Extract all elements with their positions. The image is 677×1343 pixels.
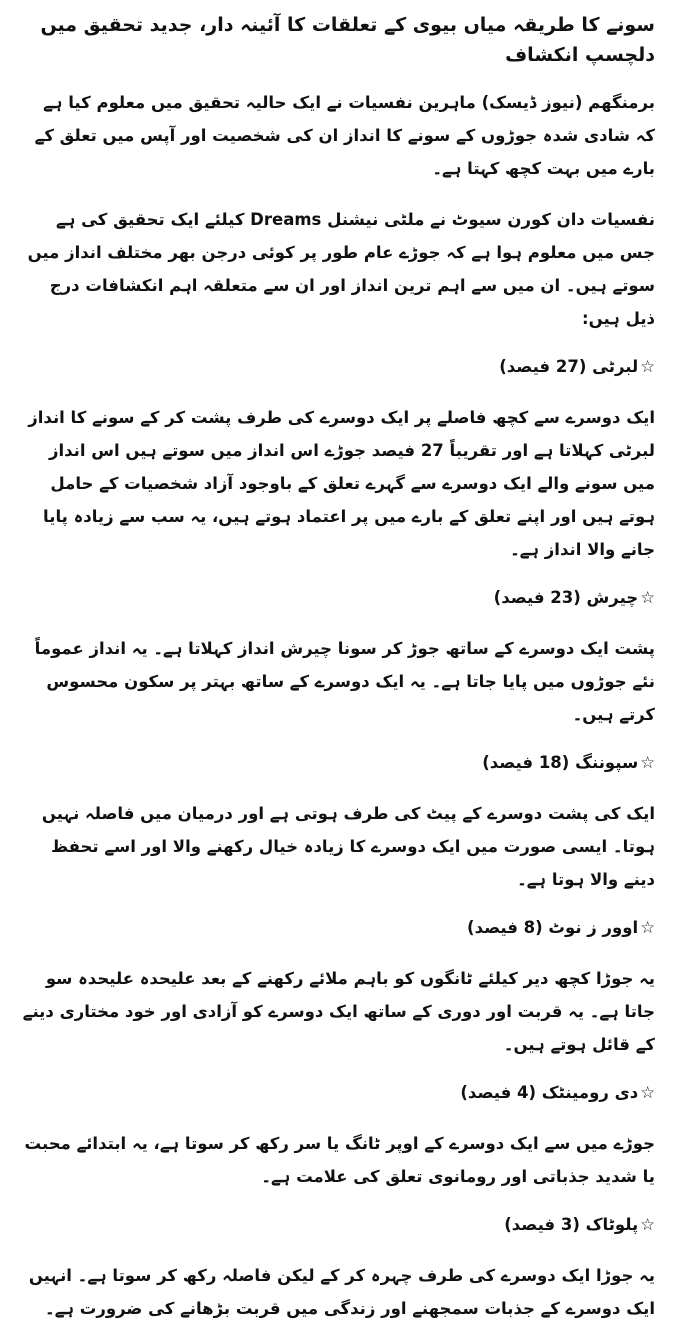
star-icon: ☆ [640, 1083, 655, 1102]
section-body-pillow-talk: یہ جوڑا ایک دوسرے کی طرف چہرہ کر کے لیکن فاصلہ رکھ کر سوتا ہے۔ انہیں ایک دوسرے کے جذبات سمجھنے اور زندگی میں قربت بڑھانے کی ضرورت ہے۔ [28, 1266, 655, 1318]
article [22, 10, 655, 1343]
section-body-romantic: جوڑے میں سے ایک دوسرے کے اوپر ٹانگ یا سر رکھ کر سوتا ہے، یہ ابتدائے محبت یا شدید جذباتی اور رومانوی تعلق کی علامت ہے۔ [24, 1134, 655, 1186]
article-title: سونے کا طریقہ میاں بیوی کے تعلقات کا آئینہ دار، جدید تحقیق میں دلچسپ انکشاف [40, 14, 655, 66]
section-body-lovers-knot: یہ جوڑا کچھ دیر کیلئے ٹانگوں کو باہم ملائے رکھنے کے بعد علیحدہ علیحدہ سو جاتا ہے۔ یہ قربت اور دوری کے ساتھ ایک دوسرے کو آزادی اور خود مختاری دینے کے قائل ہوتے ہیں۔ [22, 969, 655, 1054]
section-body-cherish: پشت ایک دوسرے کے ساتھ جوڑ کر سونا چیرش انداز کہلاتا ہے۔ یہ انداز عموماً نئے جوڑوں میں پایا جاتا ہے۔ یہ ایک دوسرے کے ساتھ بہتر پر سکون محسوس کرتے ہیں۔ [34, 639, 655, 724]
section-body-spooning: ایک کی پشت دوسرے کے پیٹ کی طرف ہوتی ہے اور درمیان میں فاصلہ نہیں ہوتا۔ ایسی صورت میں ایک دوسرے کا زیادہ خیال رکھنے والا اور اسے تحفظ دینے والا ہوتا ہے۔ [41, 804, 655, 889]
section-heading-romantic [22, 1079, 655, 1107]
star-icon: ☆ [640, 357, 655, 376]
section-heading-liberty [22, 353, 655, 381]
section-heading-text: دی رومینٹک (4 فیصد) [460, 1083, 639, 1102]
star-icon: ☆ [640, 1215, 655, 1234]
star-icon: ☆ [640, 588, 655, 607]
section-body-liberty: ایک دوسرے سے کچھ فاصلے پر ایک دوسرے کی طرف پشت کر کے سونے کا انداز لبرٹی کہلاتا ہے اور تقریباً 27 فیصد جوڑے اس انداز میں سوتے ہیں اس انداز میں سونے والے ایک دوسرے سے گہرے تعلق کے باوجود آزاد شخصیات کے حامل ہوتے ہیں اور اپنے تعلق کے بارے میں پر اعتماد ہوتے ہیں، یہ سب سے زیادہ پایا جانے والا انداز ہے۔ [28, 408, 655, 559]
star-icon: ☆ [640, 918, 655, 937]
section-heading-text: لبرٹی (27 فیصد) [499, 357, 639, 376]
section-heading-text: سپوننگ (18 فیصد) [482, 753, 639, 772]
intro-paragraph: برمنگھم (نیوز ڈیسک) ماہرین نفسیات نے ایک حالیہ تحقیق میں معلوم کیا ہے کہ شادی شدہ جوڑوں کے سونے کا انداز ان کی شخصیت اور آپس میں تعلق کے بارے میں بہت کچھ کہتا ہے۔ [34, 93, 655, 178]
section-heading-lovers-knot [22, 914, 655, 942]
section-heading-text: پلوٹاک (3 فیصد) [504, 1215, 639, 1234]
section-heading-text: چیرش (23 فیصد) [493, 588, 639, 607]
section-heading-cherish [22, 584, 655, 612]
section-heading-pillow-talk [22, 1211, 655, 1239]
section-heading-text: اوور ز نوٹ (8 فیصد) [467, 918, 639, 937]
research-paragraph: نفسیات دان کورن سیوٹ نے ملٹی نیشنل Dreams کیلئے ایک تحقیق کی ہے جس میں معلوم ہوا ہے کہ جوڑے عام طور پر کوئی درجن بھر مختلف انداز میں سوتے ہیں۔ ان میں سے اہم ترین انداز اور ان سے متعلقہ اہم انکشافات درج ذیل ہیں: [27, 210, 655, 328]
section-heading-spooning [22, 749, 655, 777]
star-icon: ☆ [640, 753, 655, 772]
